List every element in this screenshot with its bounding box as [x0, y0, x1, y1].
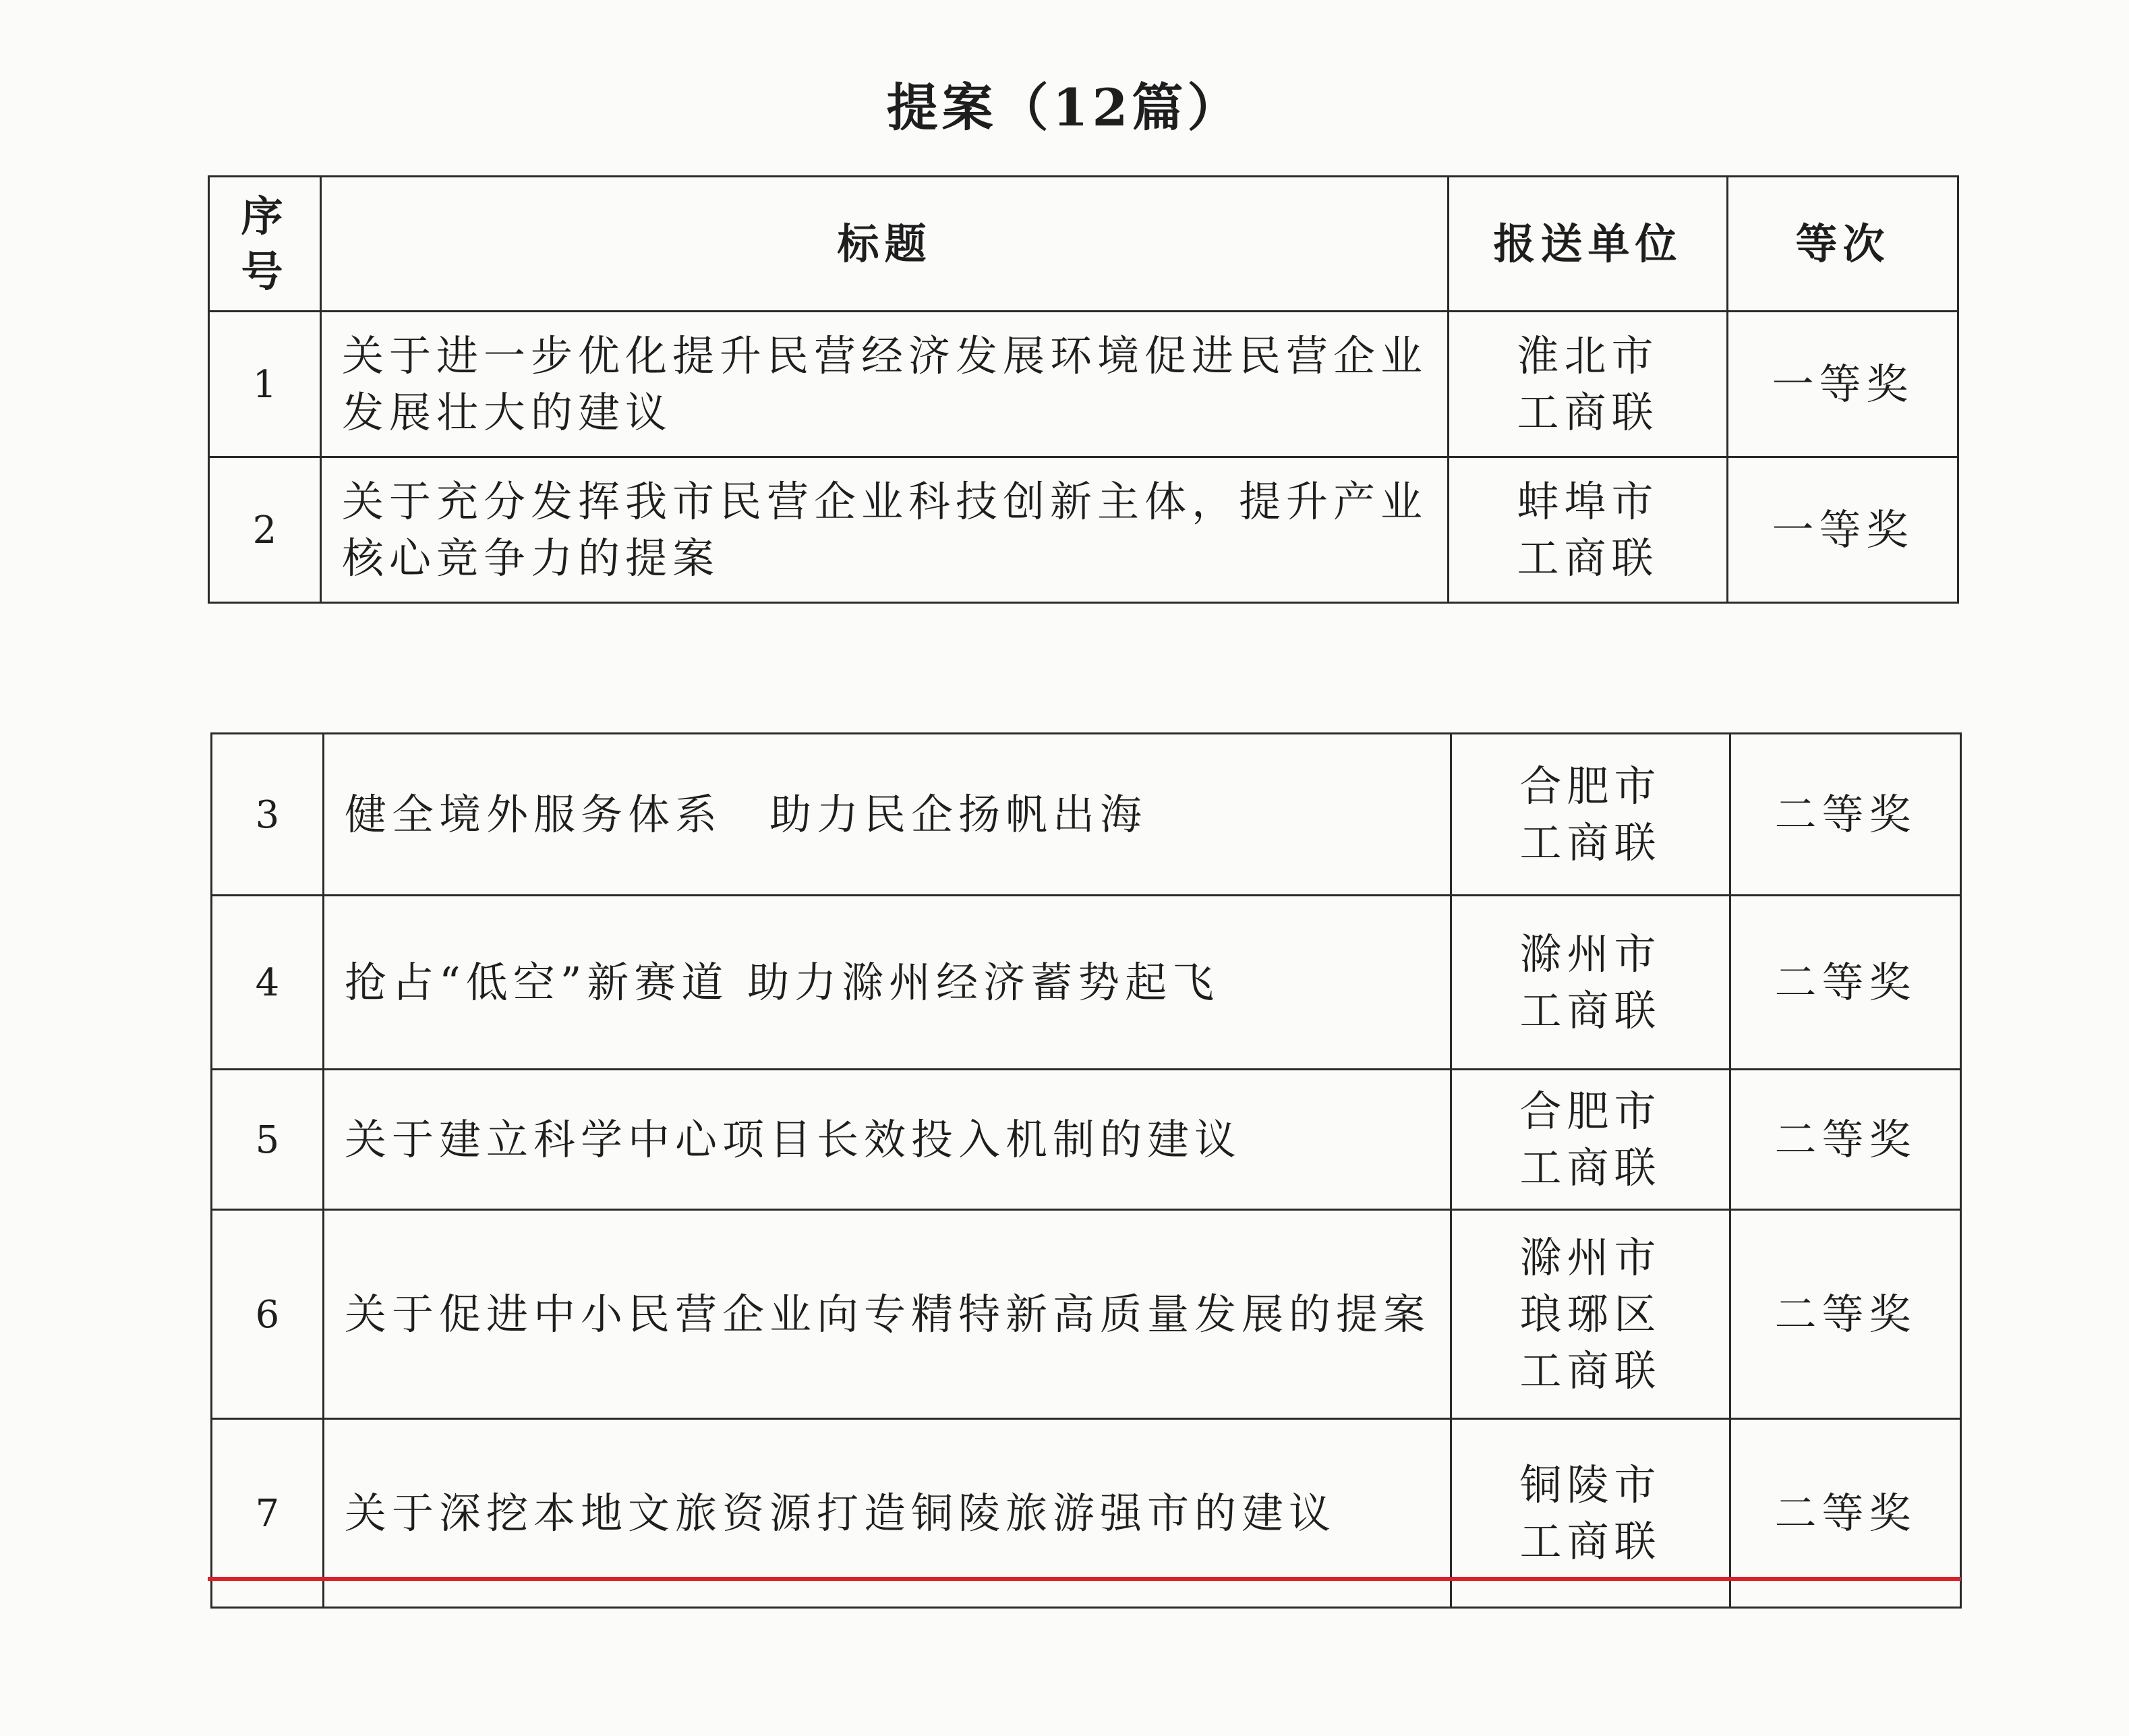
row-seq: 4 [255, 961, 280, 1005]
row-unit-line: 滁州市 [1519, 1232, 1662, 1282]
row-unit-line: 滁州市 [1519, 929, 1662, 979]
table-row [212, 1210, 1961, 1419]
row-title: 关于充分发挥我市民营企业科技创新主体，提升产业核心竞争力的提案 [321, 457, 1449, 603]
header-seq-line1: 序 [241, 191, 289, 241]
row-unit-line: 工商联 [1519, 1142, 1662, 1192]
row-rank: 二等奖 [1730, 1419, 1961, 1608]
header-rank: 等次 [1728, 177, 1958, 312]
row-title: 健全境外服务体系 助力民企扬帆出海 [324, 734, 1451, 896]
row-unit-line: 蚌埠市 [1517, 476, 1659, 526]
row-seq: 6 [255, 1293, 280, 1337]
row-unit-line: 铜陵市 [1519, 1459, 1662, 1509]
row-rank: 二等奖 [1730, 896, 1961, 1070]
row-unit-line: 工商联 [1519, 1516, 1662, 1566]
row-seq: 7 [255, 1492, 280, 1536]
document-title: 提案（12篇） [886, 78, 1243, 138]
table-row [212, 1070, 1961, 1210]
header-seq [209, 177, 321, 312]
row-rank: 二等奖 [1730, 1070, 1961, 1210]
row-unit-line: 合肥市 [1519, 1086, 1662, 1136]
row-title: 关于建立科学中心项目长效投入机制的建议 [324, 1070, 1451, 1210]
row-seq: 5 [255, 1118, 280, 1162]
row-title: 抢占“低空”新赛道 助力滁州经济蓄势起飞 [324, 896, 1451, 1070]
row-rank: 一等奖 [1728, 312, 1958, 457]
proposal-table-top [208, 175, 1959, 604]
row-unit-line: 工商联 [1517, 533, 1659, 583]
red-underline-mark [208, 1577, 1961, 1581]
row-unit-line: 淮北市 [1517, 330, 1659, 380]
row-rank: 二等奖 [1730, 734, 1961, 896]
header-unit: 报送单位 [1449, 177, 1728, 312]
table-row [209, 457, 1958, 603]
header-seq-line2: 号 [241, 246, 289, 296]
row-unit-line: 工商联 [1519, 985, 1662, 1035]
row-unit-line: 工商联 [1519, 1346, 1662, 1395]
row-seq: 3 [255, 793, 280, 837]
row-unit-line: 合肥市 [1519, 761, 1662, 811]
row-seq: 1 [252, 363, 277, 407]
header-title: 标题 [321, 177, 1449, 312]
row-rank: 二等奖 [1730, 1210, 1961, 1419]
row-rank: 一等奖 [1728, 457, 1958, 603]
row-title: 关于促进中小民营企业向专精特新高质量发展的提案 [324, 1210, 1451, 1419]
proposal-table-bottom [210, 732, 1962, 1609]
table-row [209, 312, 1958, 457]
row-title: 关于进一步优化提升民营经济发展环境促进民营企业发展壮大的建议 [321, 312, 1449, 457]
row-seq: 2 [252, 509, 277, 552]
row-unit-line: 工商联 [1519, 817, 1662, 867]
table-header-row [209, 177, 1958, 312]
row-unit-line: 工商联 [1517, 387, 1659, 437]
table-row [212, 896, 1961, 1070]
table-row [212, 734, 1961, 896]
row-title: 关于深挖本地文旅资源打造铜陵旅游强市的建议 [324, 1419, 1451, 1608]
row-unit-line: 琅琊区 [1519, 1289, 1662, 1339]
